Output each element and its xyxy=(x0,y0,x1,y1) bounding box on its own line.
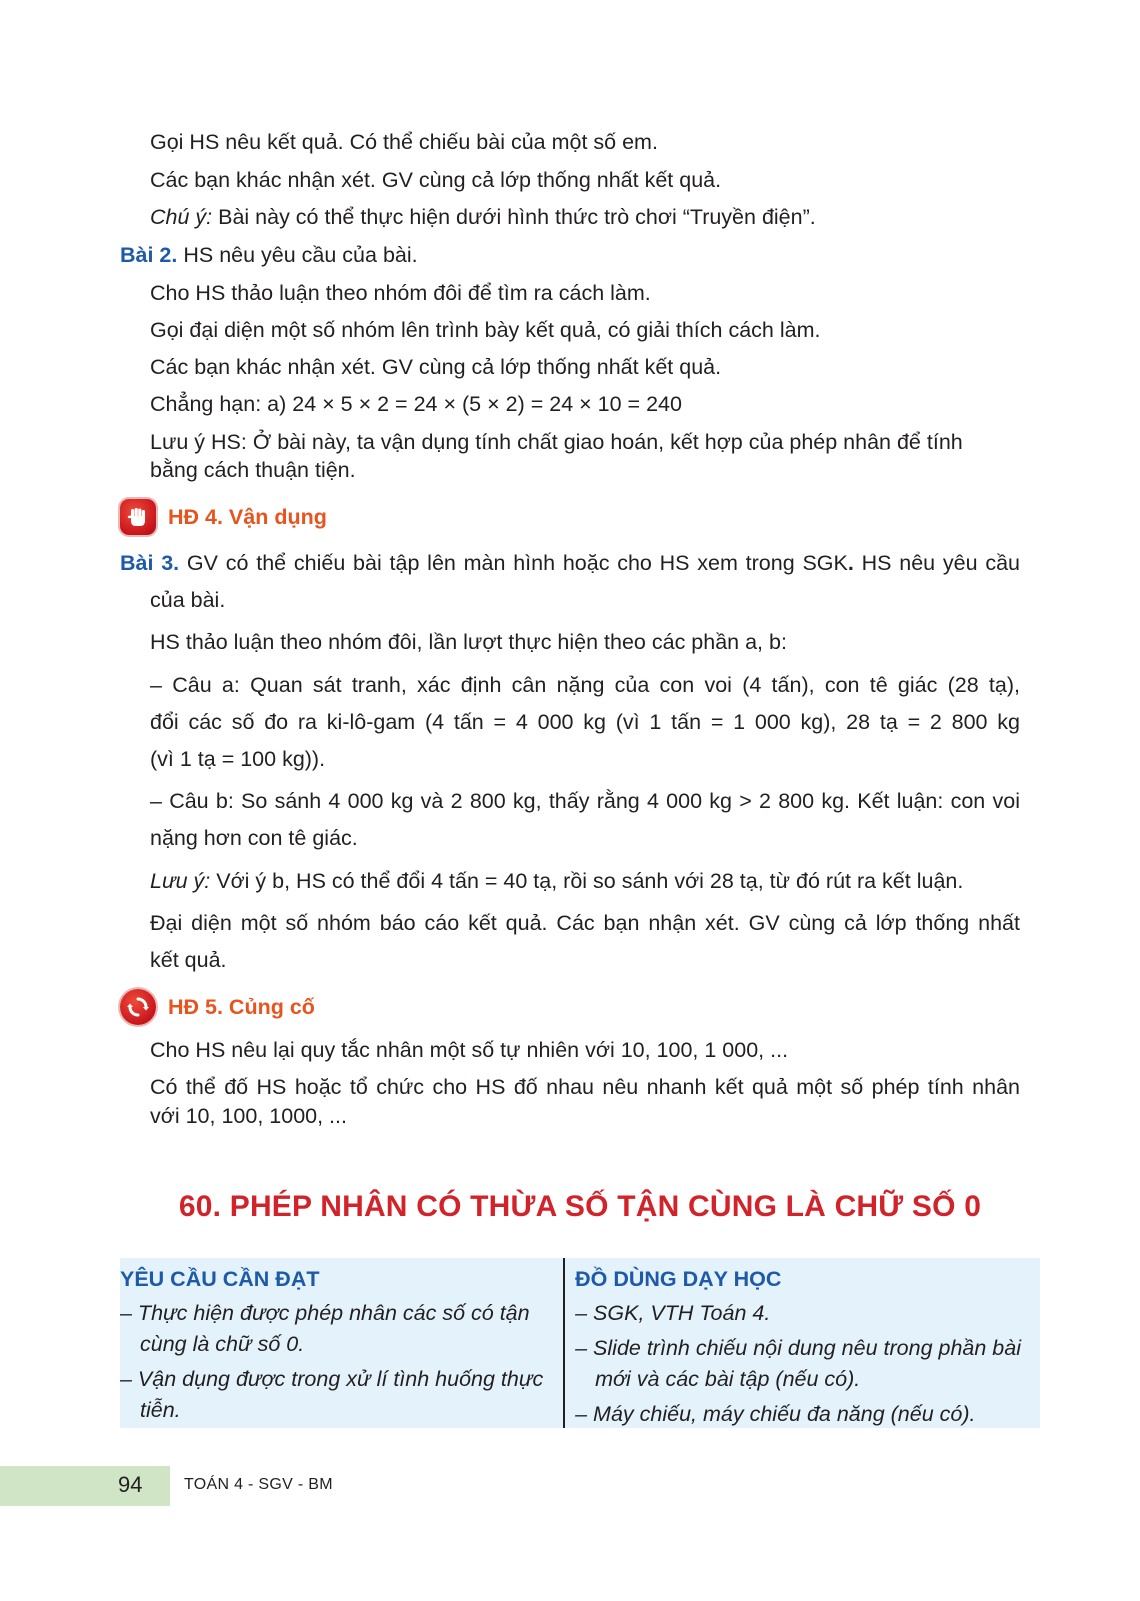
paragraph-line: – Câu a: Quan sát tranh, xác định cân nặng của con voi (4 tấn), con tê giác (28 tạ), xyxy=(150,673,1020,697)
paragraph-line: Gọi đại diện một số nhóm lên trình bày kết quả, có giải thích cách làm. xyxy=(150,318,821,342)
paragraph-line: kết quả. xyxy=(150,948,227,972)
paragraph-line: Có thể đố HS hoặc tổ chức cho HS đố nhau nêu nhanh kết quả một số phép tính nhân xyxy=(150,1075,1020,1099)
activity-title: HĐ 4. Vận dụng xyxy=(168,504,327,529)
paragraph-line: của bài. xyxy=(150,588,226,612)
exercise-text: HS nêu yêu cầu của bài. xyxy=(177,243,418,267)
paragraph-line: HS thảo luận theo nhóm đôi, lần lượt thực hiện theo các phần a, b: xyxy=(150,630,787,654)
note-label: Lưu ý: xyxy=(150,869,211,893)
exercise-text-2: HS nêu yêu cầu xyxy=(853,551,1020,575)
paragraph-line: Đại diện một số nhóm báo cáo kết quả. Các bạn nhận xét. GV cùng cả lớp thống nhất xyxy=(150,911,1020,935)
note-line xyxy=(150,867,963,895)
exercise-text: GV có thể chiếu bài tập lên màn hình hoặc cho HS xem trong SGK xyxy=(179,551,848,575)
footer-bar xyxy=(0,1466,170,1506)
exercise-3-heading xyxy=(120,549,1020,577)
exercise-2-heading xyxy=(120,241,418,269)
requirements-column xyxy=(120,1258,565,1428)
materials-heading: ĐỒ DÙNG DẠY HỌC xyxy=(575,1267,782,1291)
materials-column xyxy=(565,1258,1040,1428)
lesson-title: 60. PHÉP NHÂN CÓ THỪA SỐ TẬN CÙNG LÀ CHỮ SỐ 0 xyxy=(178,1190,982,1223)
paragraph-line: Cho HS thảo luận theo nhóm đôi để tìm ra cách làm. xyxy=(150,281,651,305)
paragraph-line: đổi các số đo ra ki-lô-gam (4 tấn = 4 000 kg (vì 1 tấn = 1 000 kg), 28 tạ = 2 800 kg xyxy=(150,710,1020,734)
paragraph-line: với 10, 100, 1000, ... xyxy=(150,1104,347,1128)
lesson-info-box xyxy=(120,1258,1040,1428)
paragraph-line: (vì 1 tạ = 100 kg)). xyxy=(150,747,326,771)
paragraph-line: nặng hơn con tê giác. xyxy=(150,826,358,850)
fist-icon xyxy=(120,499,156,535)
activity-title: HĐ 5. Củng cố xyxy=(168,994,315,1019)
material-item: – Slide trình chiếu nội dung nêu trong phần bài mới và các bài tập (nếu có). xyxy=(575,1336,1021,1391)
paragraph-line: bằng cách thuận tiện. xyxy=(150,458,356,482)
exercise-label: Bài 3. xyxy=(120,551,180,575)
paragraph-line: Lưu ý HS: Ở bài này, ta vận dụng tính chất giao hoán, kết hợp của phép nhân để tính xyxy=(150,430,963,454)
note-line xyxy=(150,203,816,231)
note-text: Bài này có thể thực hiện dưới hình thức trò chơi “Truyền điện”. xyxy=(212,205,816,229)
activity-4-heading xyxy=(120,497,327,537)
activity-5-heading xyxy=(120,987,315,1027)
paragraph-line: Gọi HS nêu kết quả. Có thể chiếu bài của một số em. xyxy=(150,130,658,154)
exercise-label: Bài 2. xyxy=(120,243,178,267)
paragraph-line: Các bạn khác nhận xét. GV cùng cả lớp thống nhất kết quả. xyxy=(150,355,722,379)
refresh-icon xyxy=(120,989,156,1025)
material-item: – Máy chiếu, máy chiếu đa năng (nếu có). xyxy=(575,1402,976,1426)
paragraph-line: Các bạn khác nhận xét. GV cùng cả lớp thống nhất kết quả. xyxy=(150,168,722,192)
requirement-item: – Thực hiện được phép nhân các số có tận cùng là chữ số 0. xyxy=(120,1301,530,1356)
requirements-heading: YÊU CẦU CẦN ĐẠT xyxy=(120,1267,320,1291)
requirement-item: – Vận dụng được trong xử lí tình huống thực tiễn. xyxy=(120,1367,544,1422)
exercise-dot: . xyxy=(847,551,854,575)
note-label: Chú ý: xyxy=(150,205,213,229)
material-item: – SGK, VTH Toán 4. xyxy=(575,1301,771,1325)
example-line: Chẳng hạn: a) 24 × 5 × 2 = 24 × (5 × 2) = 24 × 10 = 240 xyxy=(150,392,682,416)
note-text: Với ý b, HS có thể đổi 4 tấn = 40 tạ, rồi so sánh với 28 tạ, từ đó rút ra kết luận. xyxy=(210,869,964,893)
paragraph-line: Cho HS nêu lại quy tắc nhân một số tự nhiên với 10, 100, 1 000, ... xyxy=(150,1038,789,1062)
paragraph-line: – Câu b: So sánh 4 000 kg và 2 800 kg, thấy rằng 4 000 kg > 2 800 kg. Kết luận: con voi xyxy=(150,789,1020,813)
book-title: TOÁN 4 - SGV - BM xyxy=(184,1476,333,1493)
page-number: 94 xyxy=(118,1472,143,1497)
